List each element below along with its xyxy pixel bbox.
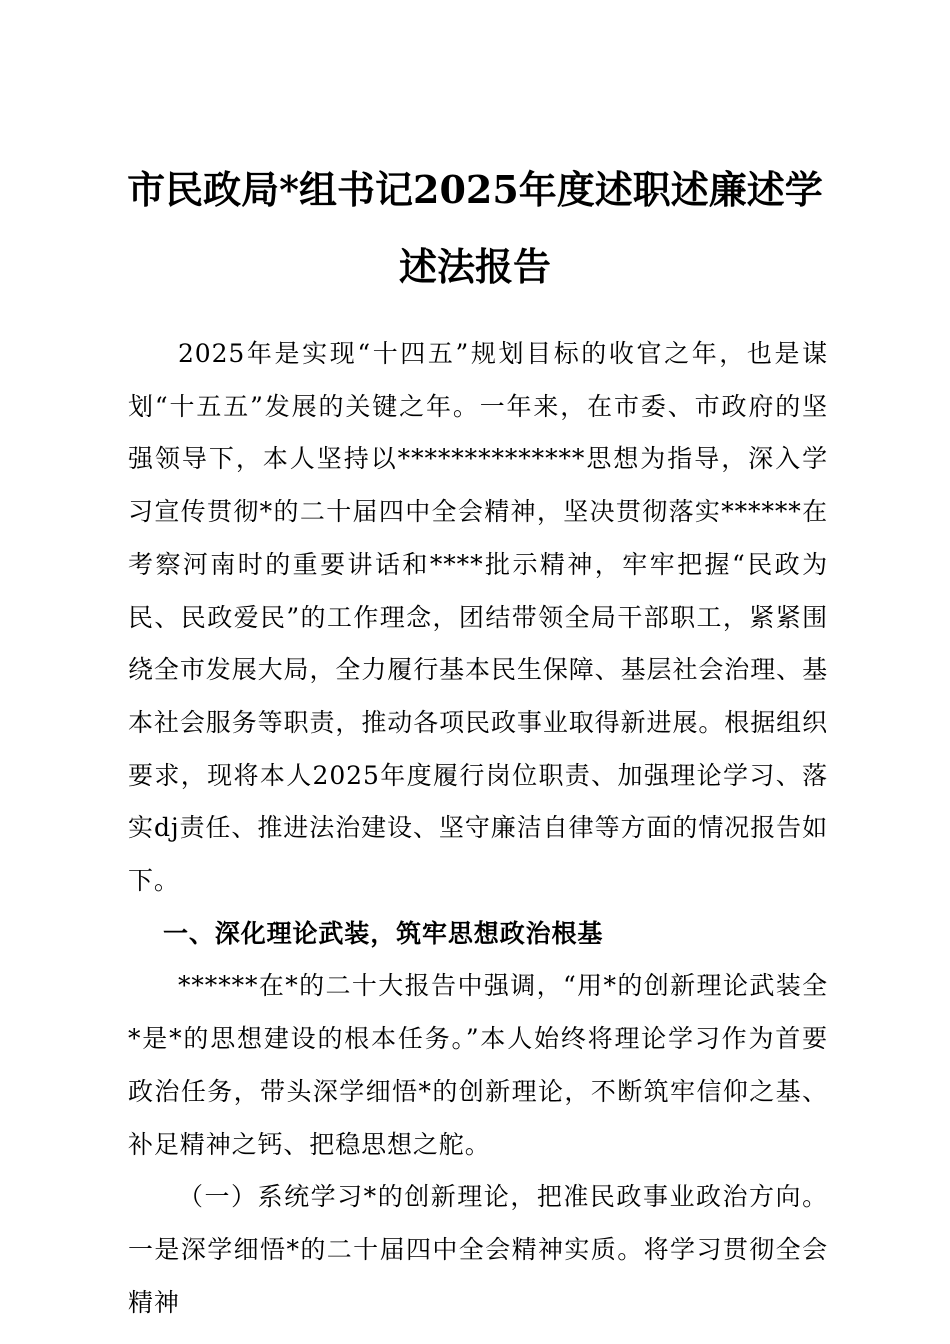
document-body bbox=[128, 328, 828, 1329]
section-heading-1: 一、深化理论武装，筑牢思想政治根基 bbox=[163, 918, 604, 948]
section-1-paragraph-2: （一）系统学习*的创新理论，把准民政事业政治方向。一是深学细悟*的二十届四中全会精神实质。将学习贯彻全会精神 bbox=[128, 1182, 828, 1317]
document-title-line-2: 述法报告 bbox=[398, 244, 551, 289]
section-1-paragraph-1: ******在*的二十大报告中强调，“用*的创新理论武装全*是*的思想建设的根本任务。”本人始终将理论学习作为首要政治任务，带头深学细悟*的创新理论，不断筑牢信仰之基、补足精神之钙、把稳思想之舵。 bbox=[128, 971, 828, 1159]
document-title-line-1: 市民政局*组书记2025年度述职述廉述学 bbox=[127, 167, 823, 212]
intro-paragraph: 2025年是实现“十四五”规划目标的收官之年，也是谋划“十五五”发展的关键之年。一年来，在市委、市政府的坚强领导下，本人坚持以**************思想为指导，深入学习宣传贯彻*的二十届四中全会精神，坚决贯彻落实******在考察河南时的重要讲话和****批示精神，牢牢把握“民政为民、民政爱民”的工作理念，团结带领全局干部职工，紧紧围绕全市发展大局，全力履行基本民生保障、基层社会治理、基本社会服务等职责，推动各项民政事业取得新进展。根据组织要求，现将本人2025年度履行岗位职责、加强理论学习、落实dj责任、推进法治建设、坚守廉洁自律等方面的情况报告如下。 bbox=[128, 339, 828, 896]
